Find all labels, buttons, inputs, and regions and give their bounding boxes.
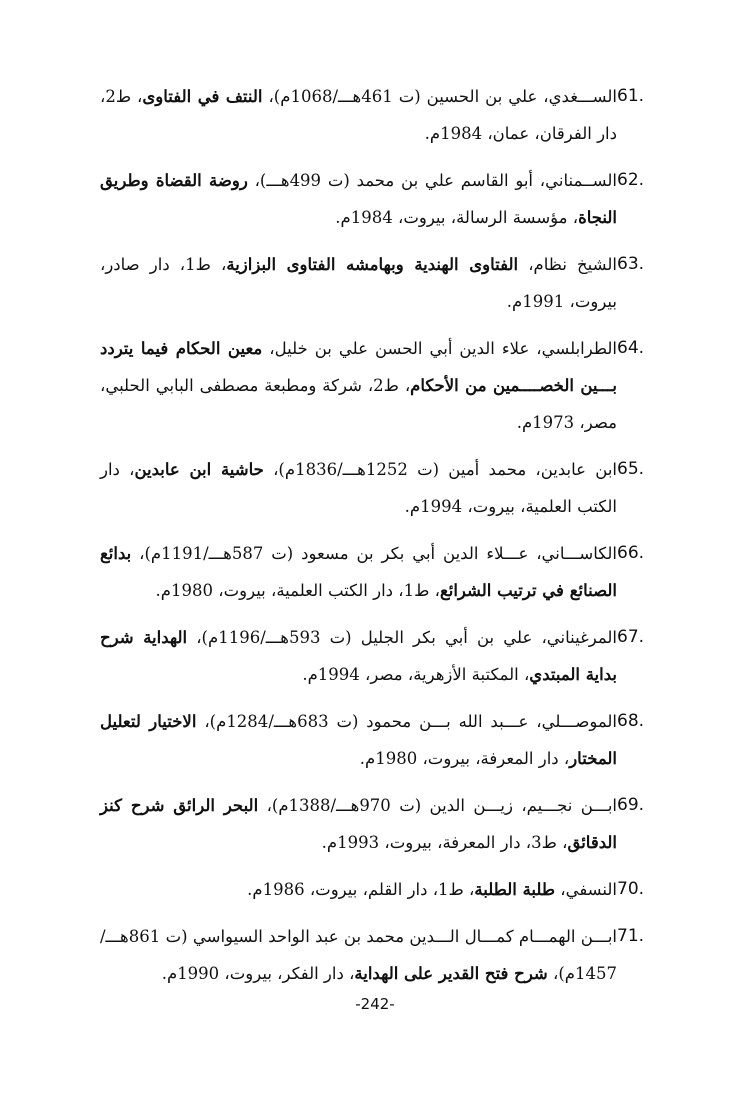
reference-text [100, 918, 617, 992]
reference-author: ابن عابدين، محمد أمين (ت 1252هـــ/1836م)، [273, 460, 617, 479]
reference-list [100, 78, 655, 1002]
reference-item [100, 535, 655, 609]
reference-item [100, 162, 655, 236]
reference-author: ابـــن الهمـــام كمـــال الـــدين محمد بن عبد الواحد السيواسي (ت 861هـــ/ 1457م)، [100, 927, 617, 983]
reference-title: حاشية ابن عابدين [134, 460, 264, 479]
reference-text [100, 78, 617, 152]
reference-text [100, 619, 617, 693]
reference-text [100, 162, 617, 236]
reference-author: الكاســـاني، عـــلاء الدين أبي بكر بن مسعود (ت 587هـــ/1191م)، [139, 544, 617, 563]
reference-text [100, 535, 617, 609]
reference-title: النتف في الفتاوى [142, 87, 263, 106]
reference-title: معين الحكام فيما يتردد بـــين الخصــــمين من الأحكام [100, 339, 617, 395]
reference-publication: ، ط1، دار الكتب العلمية، بيروت، 1980م. [155, 581, 440, 600]
reference-publication: ، دار الفكر، بيروت، 1990م. [161, 964, 355, 983]
reference-item [100, 78, 655, 152]
reference-number: 62. [617, 170, 645, 190]
reference-publication: ، ط2، شركة ومطبعة مصطفى البابي الحلبي، مصر، 1973م. [100, 376, 617, 432]
reference-item [100, 619, 655, 693]
reference-author: ابـــن نجـــيم، زيـــن الدين (ت 970هـــ/1388م)، [266, 796, 618, 815]
reference-text [100, 451, 617, 525]
reference-publication: ، دار المعرفة، بيروت، 1980م. [359, 749, 570, 768]
reference-title: الاختيار لتعليل المختار [100, 712, 617, 768]
reference-title: البحر الرائق شرح كنز الدقائق [100, 796, 617, 852]
reference-publication: ، ط3، دار المعرفة، بيروت، 1993م. [321, 833, 568, 852]
reference-item [100, 703, 655, 777]
reference-item [100, 246, 655, 320]
reference-text [100, 787, 617, 861]
reference-number: 66. [617, 543, 645, 563]
reference-title: بدائع الصنائع في ترتيب الشرائع [100, 544, 617, 600]
reference-number: 69. [617, 795, 645, 815]
reference-title: طلبة الطلبة [474, 880, 555, 899]
reference-item [100, 787, 655, 861]
reference-number: 71. [617, 926, 645, 946]
reference-text [100, 871, 617, 908]
reference-text [100, 703, 617, 777]
reference-publication: ، دار الكتب العلمية، بيروت، 1994م. [100, 460, 617, 516]
reference-number: 61. [617, 86, 645, 106]
reference-title: شرح فتح القدير على الهداية [354, 964, 548, 983]
reference-text [100, 330, 617, 441]
reference-publication: ، ط2، دار الفرقان، عمان، 1984م. [100, 87, 617, 143]
reference-publication: ، مؤسسة الرسالة، بيروت، 1984م. [335, 208, 579, 227]
reference-item [100, 918, 655, 992]
reference-author: الســـغدي، علي بن الحسين (ت 461هـــ/1068م)، [268, 87, 617, 106]
reference-title: الهداية شرح بداية المبتدي [100, 628, 617, 684]
reference-author: الشيخ نظام، [528, 255, 617, 274]
reference-publication: ، ط1، دار القلم، بيروت، 1986م. [247, 880, 475, 899]
reference-item [100, 451, 655, 525]
reference-item [100, 871, 655, 908]
reference-publication: ، ط1، دار صادر، بيروت، 1991م. [100, 255, 617, 311]
reference-author: الســمناني، أبو القاسم علي بن محمد (ت 499هـــ)، [254, 171, 617, 190]
reference-author: المرغيناني، علي بن أبي بكر الجليل (ت 593هـــ/1196م)، [196, 628, 617, 647]
reference-text [100, 246, 617, 320]
reference-author: الطرابلسي، علاء الدين أبي الحسن علي بن خليل، [269, 339, 617, 358]
reference-author: النسفي، [560, 880, 617, 899]
reference-title: روضة القضاة وطريق النجاة [100, 171, 617, 227]
reference-author: الموصـــلي، عـــبد الله بـــن محمود (ت 683هـــ/1284م)، [204, 712, 618, 731]
reference-number: 63. [617, 254, 645, 274]
reference-number: 64. [617, 338, 645, 358]
reference-number: 67. [617, 627, 645, 647]
reference-number: 68. [617, 711, 645, 731]
reference-number: 65. [617, 459, 645, 479]
reference-publication: ، المكتبة الأزهرية، مصر، 1994م. [302, 665, 530, 684]
page-number: -242- [355, 995, 395, 1013]
reference-number: 70. [617, 879, 645, 899]
reference-title: الفتاوى الهندية وبهامشه الفتاوى البزازية [226, 255, 519, 274]
reference-item [100, 330, 655, 441]
